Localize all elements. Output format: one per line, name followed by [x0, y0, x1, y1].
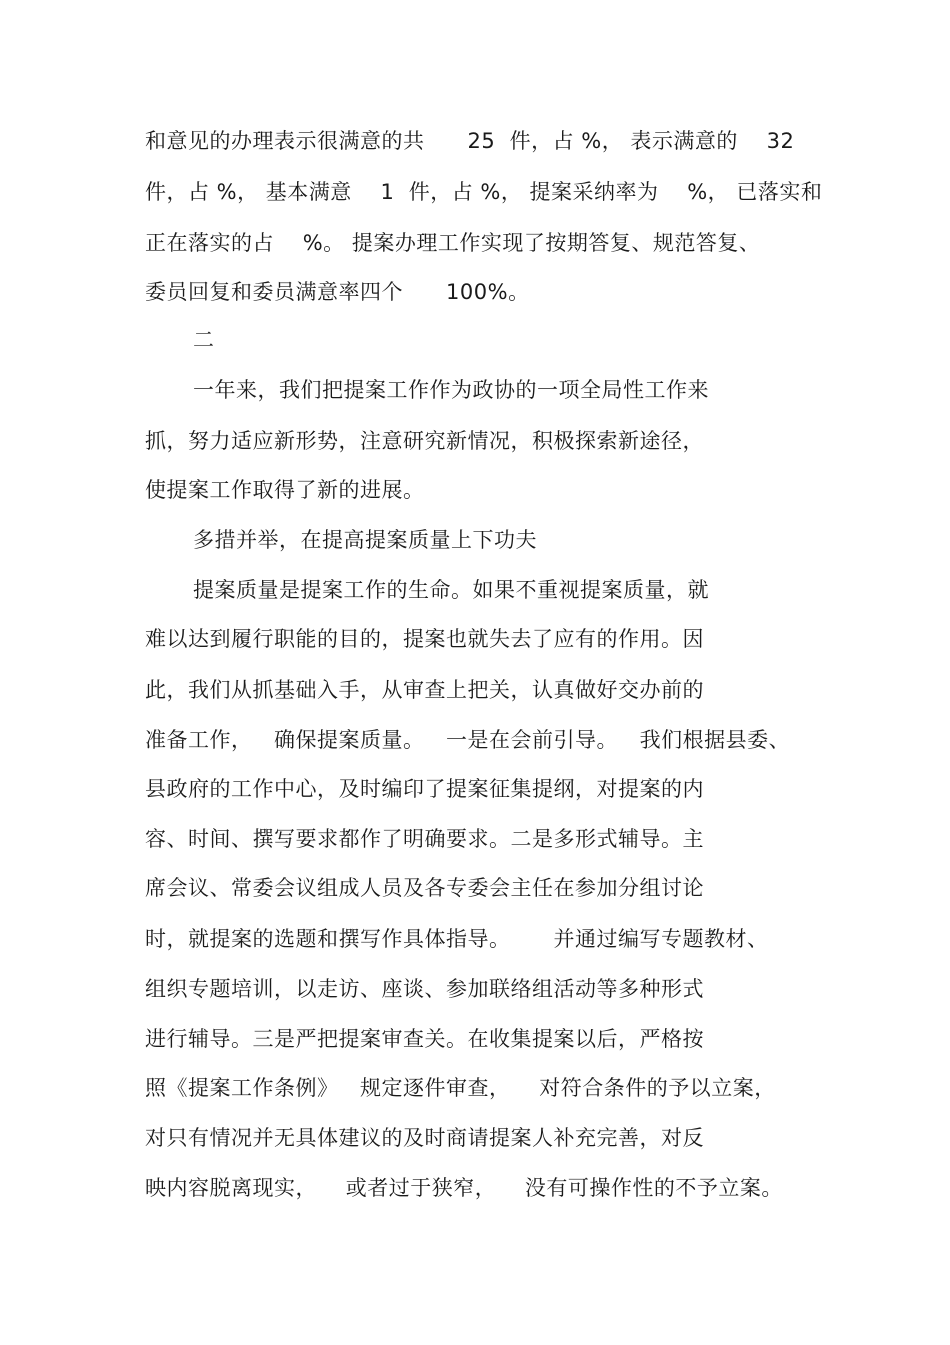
paragraph-line: 县政府的工作中心，及时编印了提案征集提纲，对提案的内 [145, 777, 704, 801]
paragraph-line: 席会议、常委会议组成人员及各专委会主任在参加分组讨论 [145, 876, 704, 900]
paragraph-line: 和意见的办理表示很满意的共 25 件，占 %， 表示满意的 32 [145, 129, 795, 153]
section-heading: 二 [193, 328, 215, 352]
paragraph-line: 使提案工作取得了新的进展。 [145, 478, 425, 502]
paragraph-line: 抓，努力适应新形势，注意研究新情况，积极探索新途径， [145, 429, 704, 453]
paragraph-line: 组织专题培训，以走访、座谈、参加联络组活动等多种形式 [145, 977, 704, 1001]
paragraph-line: 一年来，我们把提案工作作为政协的一项全局性工作来 [193, 378, 709, 402]
paragraph-line: 准备工作， 确保提案质量。 一是在会前引导。 我们根据县委、 [145, 728, 791, 752]
paragraph-line: 映内容脱离现实， 或者过于狭窄， 没有可操作性的不予立案。 [145, 1176, 783, 1200]
subsection-heading: 多措并举，在提高提案质量上下功夫 [193, 528, 537, 552]
paragraph-line: 提案质量是提案工作的生命。如果不重视提案质量，就 [193, 578, 709, 602]
paragraph-line: 进行辅导。三是严把提案审查关。在收集提案以后，严格按 [145, 1027, 704, 1051]
paragraph-line: 正在落实的占 %。 提案办理工作实现了按期答复、规范答复、 [145, 231, 761, 255]
paragraph-line: 件，占 %， 基本满意 1 件，占 %， 提案采纳率为 %， 已落实和 [145, 180, 823, 204]
paragraph-line: 时，就提案的选题和撰写作具体指导。 并通过编写专题教材、 [145, 927, 769, 951]
paragraph-line: 对只有情况并无具体建议的及时商请提案人补充完善，对反 [145, 1126, 704, 1150]
paragraph-line: 委员回复和委员满意率四个 100%。 [145, 280, 530, 304]
paragraph-line: 难以达到履行职能的目的，提案也就失去了应有的作用。因 [145, 627, 704, 651]
paragraph-line: 容、时间、撰写要求都作了明确要求。二是多形式辅导。主 [145, 827, 704, 851]
paragraph-line: 此，我们从抓基础入手，从审查上把关，认真做好交办前的 [145, 678, 704, 702]
paragraph-line: 照《提案工作条例》 规定逐件审查， 对符合条件的予以立案， [145, 1076, 776, 1100]
